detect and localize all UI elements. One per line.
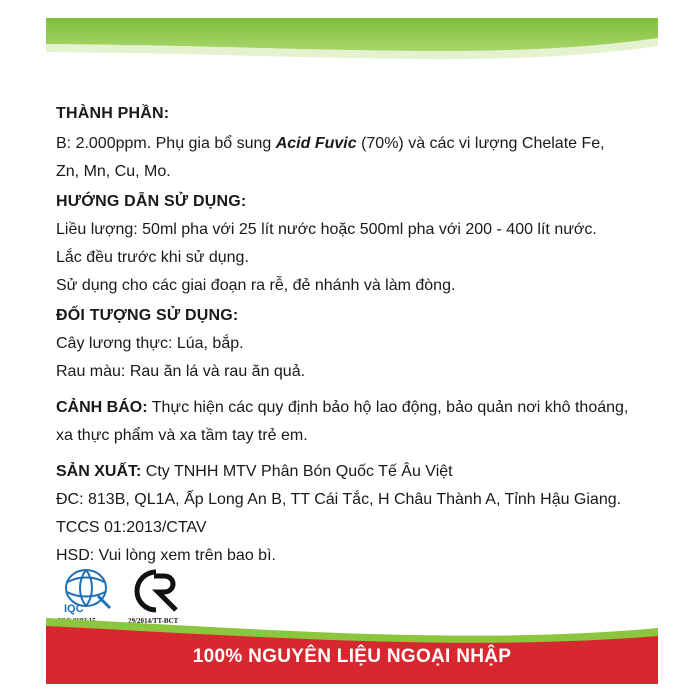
producer-section <box>56 458 656 570</box>
composition-line-1 <box>56 130 656 158</box>
usage-line: Sử dụng cho các giai đoạn ra rễ, đẻ nhánh và làm đòng. <box>56 277 456 294</box>
top-green-band <box>46 18 658 80</box>
footer-slogan: 100% NGUYÊN LIỆU NGOẠI NHẬP <box>192 646 512 667</box>
cr-mark-icon <box>130 566 190 616</box>
composition-suffix: (70%) và các vi lượng Chelate Fe, <box>356 135 605 152</box>
producer-line <box>56 458 656 486</box>
usage-section <box>56 192 656 300</box>
acid-fuvic-emphasis: Acid Fuvic <box>275 135 357 152</box>
usage-line: Lắc đều trước khi sử dụng. <box>56 249 249 266</box>
warning-paragraph <box>56 394 646 450</box>
composition-prefix: B: 2.000ppm. Phụ gia bổ sung <box>56 135 276 152</box>
product-label <box>46 18 658 684</box>
warning-section <box>56 394 656 450</box>
certification-logos <box>58 566 218 626</box>
composition-section <box>56 104 656 186</box>
iqc-logo-icon <box>58 566 120 616</box>
usage-heading: HƯỚNG DẪN SỬ DỤNG: <box>56 193 247 210</box>
composition-heading: THÀNH PHẦN: <box>56 105 170 122</box>
producer-address: ĐC: 813B, QL1A, Ấp Long An B, TT Cái Tắc, H Châu Thành A, Tỉnh Hậu Giang. <box>56 491 622 508</box>
cr-code: 29/2014/TT-BCT <box>128 617 179 625</box>
label-content <box>56 104 656 574</box>
warning-text: Thực hiện các quy định bảo hộ lao động, bảo quản nơi khô thoáng, xa thực phẩm và xa tầm tay trẻ em. <box>56 399 629 444</box>
targets-line: Cây lương thực: Lúa, bắp. <box>56 335 244 352</box>
usage-line: Liều lượng: 50ml pha với 25 lít nước hoặc 500ml pha với 200 - 400 lít nước. <box>56 221 597 238</box>
producer-expiry: HSD: Vui lòng xem trên bao bì. <box>56 547 276 564</box>
producer-company: Cty TNHH MTV Phân Bón Quốc Tế Âu Việt <box>141 463 453 480</box>
targets-heading: ĐỐI TƯỢNG SỬ DỤNG: <box>56 307 239 324</box>
producer-label: SẢN XUẤT: <box>56 463 142 480</box>
targets-section <box>56 306 656 386</box>
iqc-logo-text: IQC <box>64 603 84 615</box>
producer-standard: TCCS 01:2013/CTAV <box>56 519 207 536</box>
composition-line-2: Zn, Mn, Cu, Mo. <box>56 163 171 180</box>
targets-line: Rau màu: Rau ăn lá và rau ăn quả. <box>56 363 306 380</box>
warning-label: CẢNH BÁO: <box>56 399 148 416</box>
